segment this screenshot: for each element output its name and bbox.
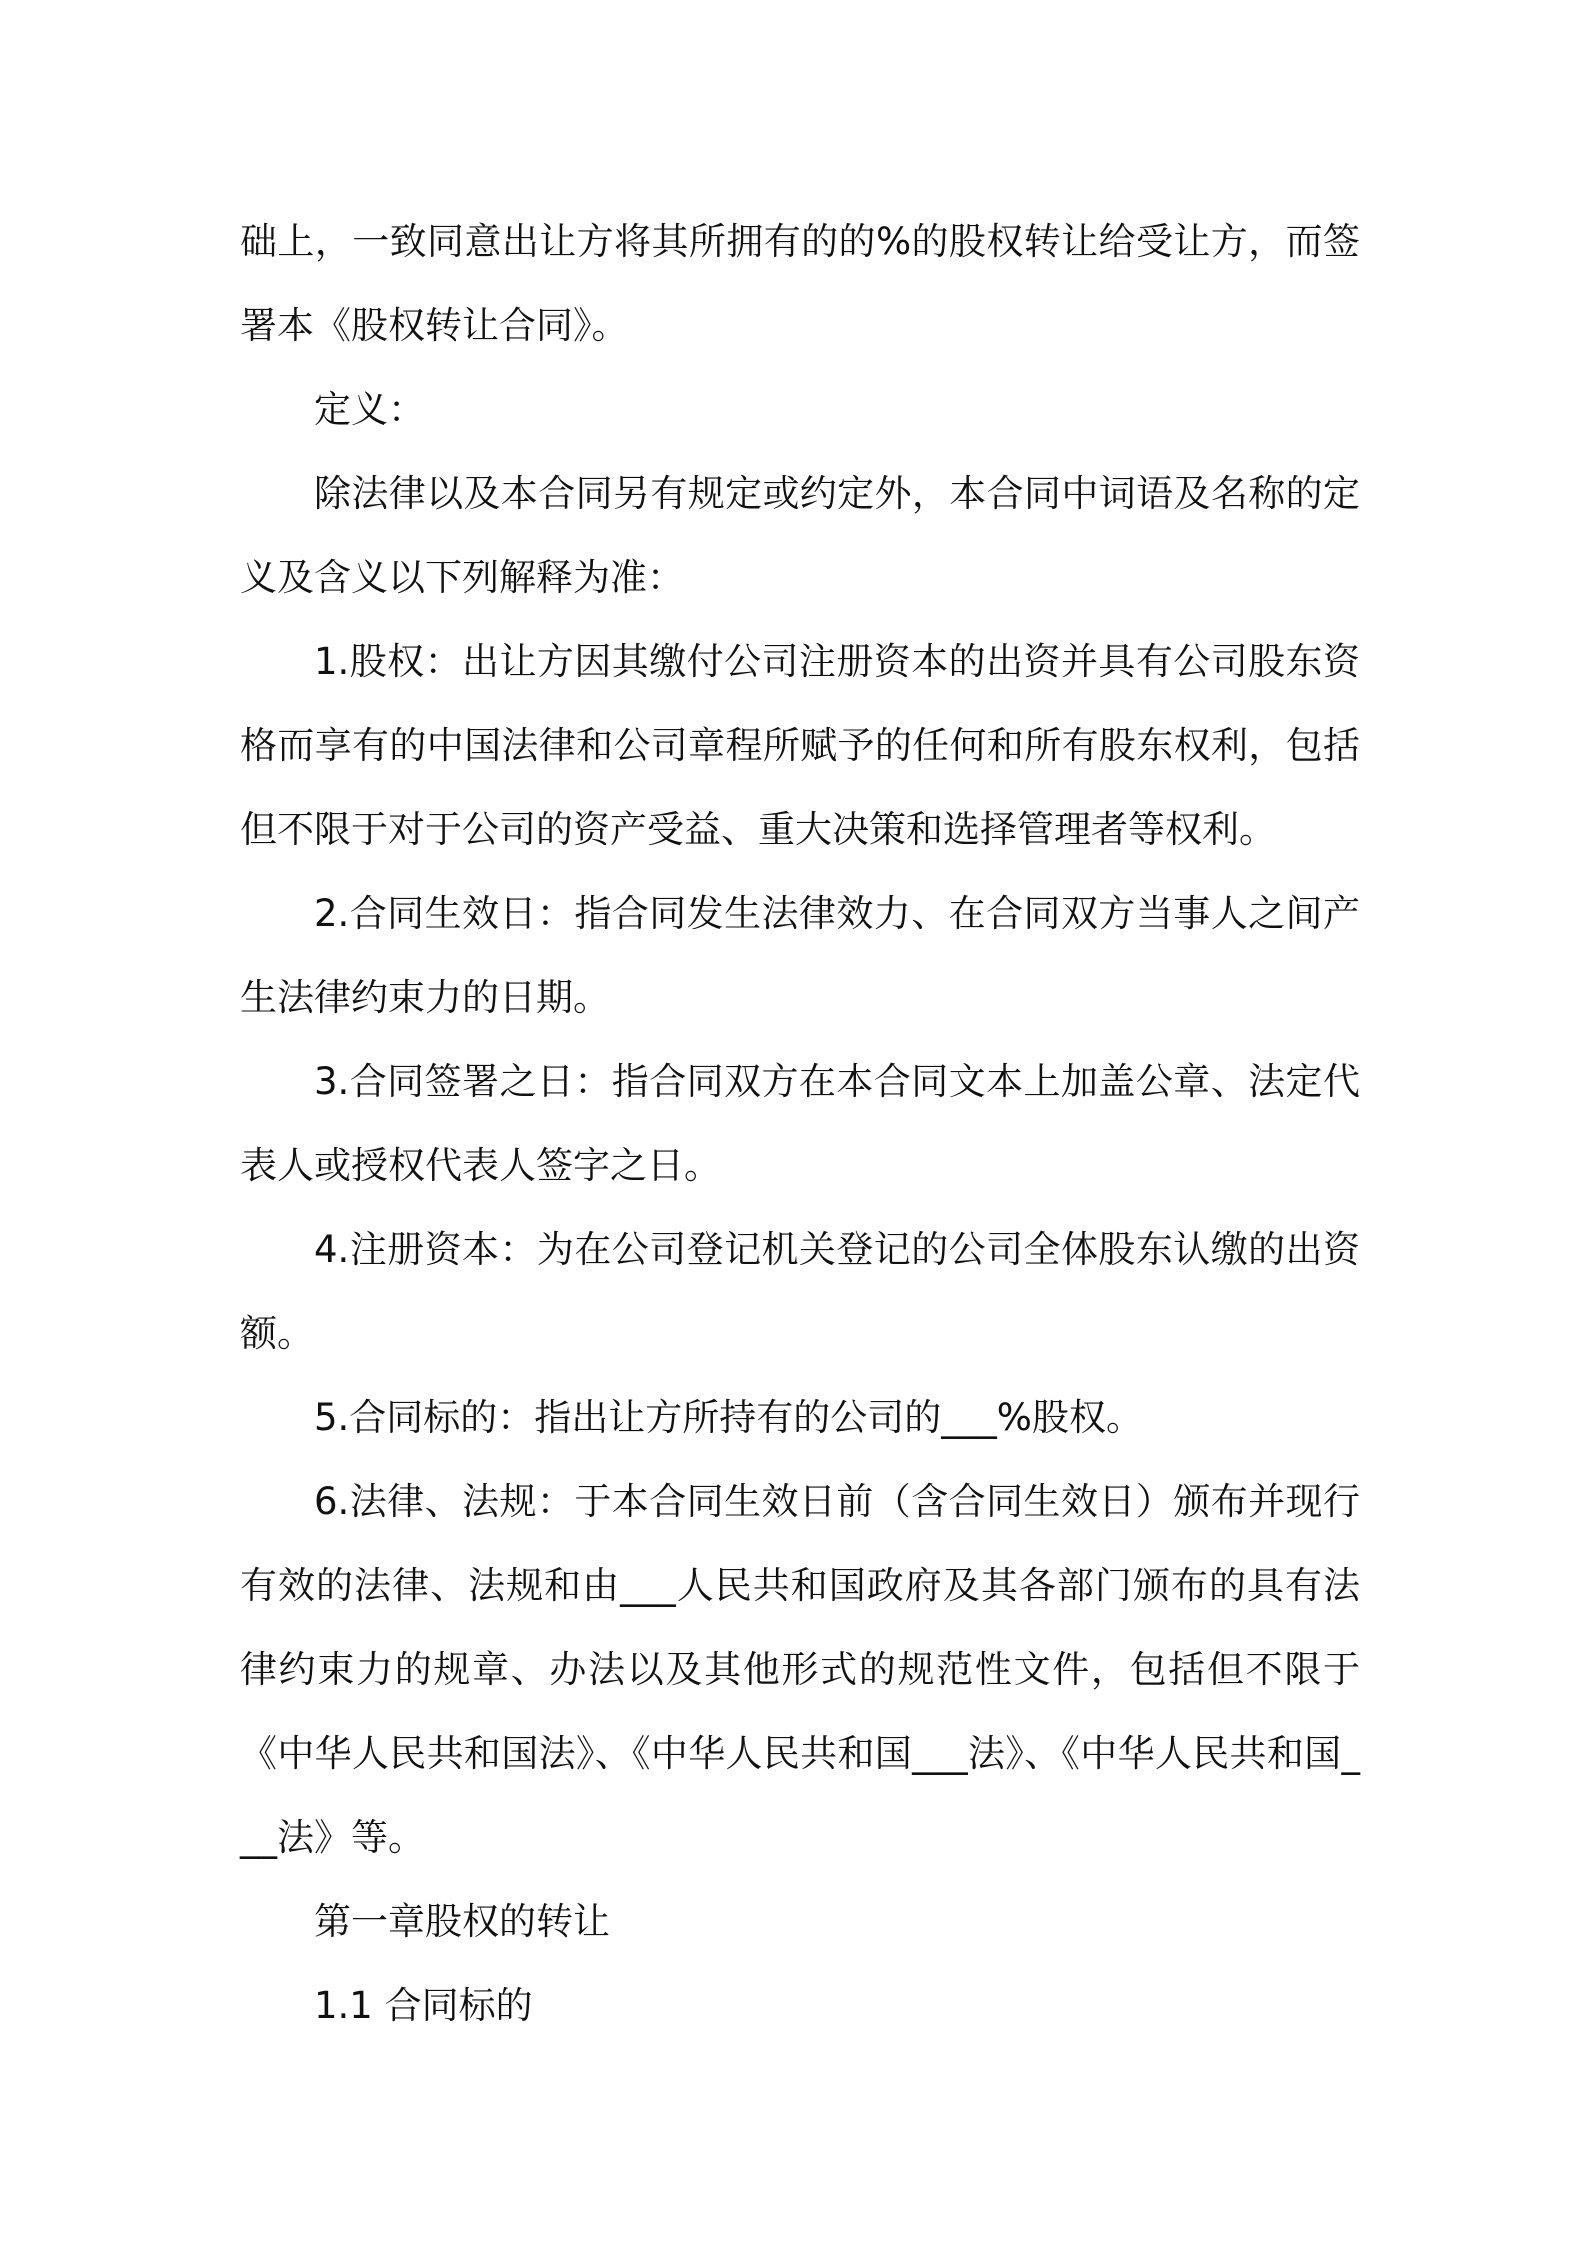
paragraph-definition-signing-date: 3.合同签署之日：指合同双方在本合同文本上加盖公章、法定代表人或授权代表人签字之日。 bbox=[240, 1060, 1360, 1187]
document-body bbox=[240, 200, 1360, 2048]
chapter-heading: 第一章股权的转让 bbox=[314, 1900, 610, 1943]
paragraph-definition-effective-date: 2.合同生效日：指合同发生法律效力、在合同双方当事人之间产生法律约束力的日期。 bbox=[240, 892, 1360, 1019]
paragraph-definition-subject-matter: 5.合同标的：指出让方所持有的公司的___%股权。 bbox=[314, 1396, 1143, 1439]
paragraph-definition-equity: 1.股权：出让方因其缴付公司注册资本的出资并具有公司股东资格而享有的中国法律和公司章程所赋予的任何和所有股东权利，包括但不限于对于公司的资产受益、重大决策和选择管理者等权利。 bbox=[240, 640, 1360, 851]
paragraph-continuation: 础上，一致同意出让方将其所拥有的的%的股权转让给受让方，而签署本《股权转让合同》。 bbox=[240, 220, 1360, 347]
paragraph-definition-registered-capital: 4.注册资本：为在公司登记机关登记的公司全体股东认缴的出资额。 bbox=[240, 1228, 1360, 1355]
paragraph-definitions-heading: 定义： bbox=[314, 388, 425, 431]
paragraph-definitions-intro: 除法律以及本合同另有规定或约定外，本合同中词语及名称的定义及含义以下列解释为准： bbox=[240, 472, 1360, 599]
paragraph-definition-laws: 6.法律、法规：于本合同生效日前（含合同生效日）颁布并现行有效的法律、法规和由___人民共和国政府及其各部门颁布的具有法律约束力的规章、办法以及其他形式的规范性文件，包括但不限于《中华人民共和国法》、《中华人民共和国___法》、《中华人民共和国___法》等。 bbox=[240, 1480, 1360, 1859]
section-heading: 1.1 合同标的 bbox=[314, 1984, 533, 2027]
